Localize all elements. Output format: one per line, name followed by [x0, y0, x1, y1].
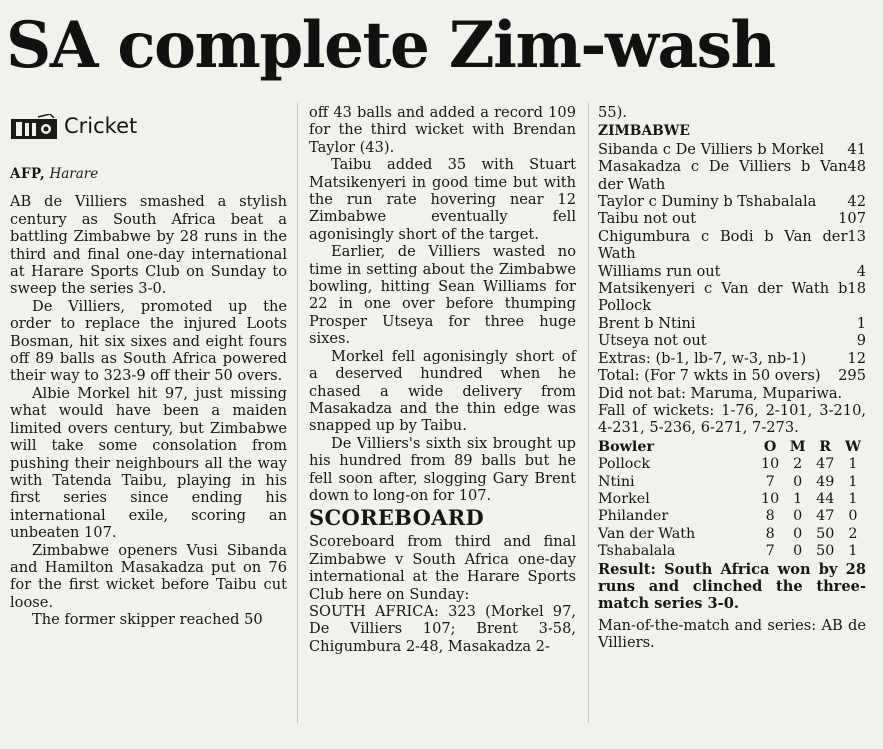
- batting-name: Taylor c Duminy b Tshabalala: [598, 193, 817, 211]
- bowler-name: Philander: [598, 508, 669, 525]
- batting-row: [598, 158, 866, 193]
- bowling-figure: 49: [816, 473, 835, 490]
- bowling-header-row: [598, 439, 866, 456]
- paragraph: off 43 balls and added a record 109 for the third wicket with Brendan Taylor (43).: [309, 104, 576, 156]
- paragraph: De Villiers's sixth six brought up his hundred from 89 balls but he fell soon after, slogging Gary Brent down to long-on for 107.: [309, 434, 576, 504]
- batting-name: Brent b Ntini: [598, 314, 696, 332]
- batting-row: [598, 315, 866, 332]
- column-rule: [588, 103, 589, 723]
- byline-place: Harare: [49, 166, 99, 182]
- did-not-bat: Did not bat: Maruma, Mupariwa.: [598, 384, 843, 402]
- batting-name: Extras: (b-1, lb-7, w-3, nb-1): [598, 349, 807, 367]
- batting-name: Matsikenyeri c Van der Wath b Pollock: [598, 280, 848, 315]
- bowling-figure: 2: [793, 456, 803, 473]
- bowling-table: [598, 439, 866, 561]
- bowling-figure: 0: [793, 525, 803, 542]
- bowling-figure: 7: [765, 543, 775, 560]
- sa-innings-summary: SOUTH AFRICA: 323 (Morkel 97, De Villiers 107; Brent 3-58, Chigumbura 2-48, Masakadza 2-: [309, 602, 576, 655]
- scoreboard-intro: Scoreboard from third and final Zimbabwe v South Africa one-day international at the Harare Sports Club here on Sunday:: [309, 533, 576, 603]
- batting-runs: 107: [838, 210, 866, 228]
- zimbabwe-heading: ZIMBABWE: [598, 123, 690, 140]
- bowling-row: [598, 543, 866, 560]
- bowling-header: W: [844, 438, 862, 455]
- bowling-figure: 7: [765, 473, 775, 490]
- man-of-the-match: Man-of-the-match and series: AB de Villiers.: [598, 616, 866, 652]
- paragraph: Albie Morkel hit 97, just missing what would have been a maiden limited overs century, but Zimbabwe will take some consolation from pushing their neighbours all the way with Tatenda Taibu, playing in his first series since ending his international exile, scoring an unbeaten 107.: [10, 384, 287, 542]
- bowling-figure: 47: [816, 456, 835, 473]
- batting-row: [598, 332, 866, 349]
- bowler-name: Tshabalala: [598, 543, 676, 560]
- bowling-header: O: [763, 438, 777, 455]
- batting-runs: 295: [838, 367, 866, 385]
- paragraph: The former skipper reached 50: [32, 611, 263, 629]
- headline: SA complete Zim-wash: [6, 8, 775, 83]
- bowling-figure: 1: [793, 490, 803, 507]
- paragraph: AB de Villiers smashed a stylish century as South Africa beat a battling Zimbabwe by 28 runs in the third and final one-day international at Harare Sports Club on Sunday to sweep the series 3-0.: [10, 193, 287, 298]
- cricket-bat-ball-icon: [10, 114, 58, 140]
- bowling-figure: 47: [816, 508, 835, 525]
- batting-name: Sibanda c De Villiers b Morkel: [598, 140, 825, 158]
- bowling-header: R: [819, 438, 832, 455]
- batting-runs: 42: [847, 193, 866, 211]
- paragraph: Taibu added 35 with Stuart Matsikenyeri in good time but with the run rate hovering near 12 Zimbabwe eventually fell agonisingly short of the target.: [309, 156, 576, 243]
- bowler-name: Ntini: [598, 473, 635, 490]
- bowler-name: Pollock: [598, 456, 651, 473]
- batting-row: [598, 350, 866, 367]
- bowling-row: [598, 474, 866, 491]
- batting-row: [598, 141, 866, 158]
- byline: [10, 166, 287, 183]
- paragraph: Morkel fell agonisingly short of a deserved hundred when he chased a wide delivery from Masakadza and the thin edge was snapped up by Taibu.: [309, 347, 576, 435]
- fall-of-wickets: Fall of wickets: 1-76, 2-101, 3-210, 4-231, 5-236, 6-271, 7-273.: [598, 401, 866, 437]
- batting-row: [598, 193, 866, 210]
- bowling-figure: 0: [793, 473, 803, 490]
- batting-row: [598, 263, 866, 280]
- batting-row: [598, 367, 866, 384]
- bowling-figure: 44: [816, 490, 835, 507]
- article-column-1: [10, 104, 287, 629]
- bowling-header: Bowler: [598, 438, 654, 455]
- bowling-figure: 1: [848, 543, 858, 560]
- bowling-figure: 0: [848, 508, 858, 525]
- bowling-row: [598, 456, 866, 473]
- batting-row: [598, 210, 866, 227]
- bowling-figure: 8: [765, 508, 775, 525]
- batting-runs: 48: [847, 158, 866, 176]
- section-label: Cricket: [64, 114, 138, 139]
- bowling-figure: 0: [793, 543, 803, 560]
- bowling-header: M: [789, 438, 806, 455]
- bowling-figure: 1: [848, 456, 858, 473]
- batting-runs: 18: [847, 280, 866, 298]
- batting-runs: 41: [847, 140, 866, 158]
- bowler-name: Van der Wath: [598, 525, 696, 542]
- byline-agency: AFP,: [10, 166, 46, 182]
- batting-runs: 13: [847, 227, 866, 245]
- batting-runs: 4: [856, 262, 866, 280]
- bowling-figure: 1: [848, 473, 858, 490]
- scoreboard-heading: SCOREBOARD: [309, 505, 485, 531]
- bowling-row: [598, 491, 866, 508]
- bowler-name: Morkel: [598, 490, 650, 507]
- batting-runs: 9: [856, 332, 866, 350]
- bowling-row: [598, 526, 866, 543]
- paragraph: Earlier, de Villiers wasted no time in setting about the Zimbabwe bowling, hitting Sean Williams for 22 in one over before thumping Prosper Utseya for three huge sixes.: [309, 243, 576, 348]
- batting-name: Utseya not out: [598, 332, 707, 350]
- batting-name: Masakadza c De Villiers b Van der Wath: [598, 158, 848, 193]
- bowling-figure: 1: [848, 490, 858, 507]
- batting-runs: 12: [847, 349, 866, 367]
- article-column-2: [309, 104, 576, 655]
- match-result: Result: South Africa won by 28 runs and clinched the three-match series 3-0.: [598, 560, 866, 613]
- batting-name: Taibu not out: [598, 210, 697, 228]
- paragraph: De Villiers, promoted up the order to replace the injured Loots Bosman, hit six sixes and eight fours off 89 balls as South Africa powered their way to 323-9 off their 50 overs.: [10, 297, 287, 385]
- bowling-row: [598, 508, 866, 525]
- bowling-figure: 50: [816, 543, 835, 560]
- column-rule: [297, 103, 298, 723]
- batting-row: [598, 228, 866, 263]
- batting-name: Williams run out: [598, 262, 721, 280]
- sa-innings-summary-cont: 55).: [598, 104, 627, 121]
- paragraph: Zimbabwe openers Vusi Sibanda and Hamilton Masakadza put on 76 for the first wicket before Taibu cut loose.: [10, 541, 287, 611]
- batting-row: [598, 280, 866, 315]
- section-kicker: [10, 110, 287, 144]
- bowling-figure: 8: [765, 525, 775, 542]
- bowling-figure: 2: [848, 525, 858, 542]
- batting-runs: 1: [856, 314, 866, 332]
- bowling-figure: 0: [793, 508, 803, 525]
- batting-name: Total: (For 7 wkts in 50 overs): [598, 367, 821, 385]
- scoreboard-column: [598, 104, 866, 652]
- batting-name: Chigumbura c Bodi b Van der Wath: [598, 227, 848, 263]
- bowling-figure: 10: [761, 456, 780, 473]
- bowling-figure: 50: [816, 525, 835, 542]
- batting-card: [598, 141, 866, 385]
- bowling-figure: 10: [761, 490, 780, 507]
